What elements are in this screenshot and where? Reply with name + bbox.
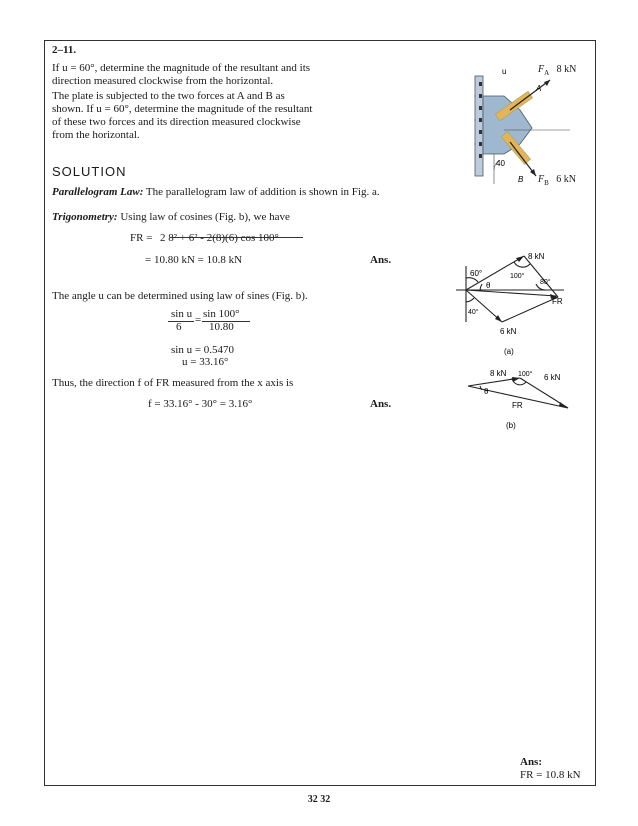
- fig-a-fr-label: FR: [552, 297, 563, 306]
- thus-text: Thus, the direction f of FR measured from the x axis is: [52, 377, 294, 389]
- description-line-4: from the horizontal.: [52, 129, 140, 141]
- fig-a-8kn-label: 8 kN: [528, 252, 545, 261]
- sin-numerator-left: sin u: [171, 308, 193, 320]
- solution-heading: SOLUTION: [52, 164, 127, 179]
- sin-denominator-left: 6: [176, 321, 182, 333]
- description-line-2: shown. If u = 60°, determine the magnitude of the resultant: [52, 103, 313, 115]
- angle-40-label: 40: [496, 159, 505, 168]
- b-label: B: [518, 175, 524, 184]
- fr-equation-rhs: 2 8² + 6² - 2(8)(6) cos 100°: [160, 232, 279, 244]
- fr-equation-lhs: FR =: [130, 232, 153, 244]
- sin-denominator-right: 10.80: [209, 321, 234, 333]
- problem-number: 2–11.: [52, 44, 77, 56]
- plate-figure: [470, 58, 595, 188]
- fig-b-fr-label: FR: [512, 401, 523, 410]
- fig-a-theta-label: θ: [486, 281, 491, 290]
- fig-a-60-label: 60°: [470, 269, 483, 278]
- fb-label: $F_B$ 6 kN: [538, 174, 577, 187]
- trigonometry-line: Trigonometry: Using law of cosines (Fig. b), we have: [52, 211, 290, 223]
- fig-b-6kn-label: 6 kN: [544, 373, 561, 382]
- fig-b-theta-label: θ: [484, 387, 489, 396]
- u-value: u = 33.16°: [182, 356, 229, 368]
- sin-equals: =: [195, 314, 202, 326]
- answer-label-2: Ans.: [370, 398, 392, 410]
- final-answer-label: Ans:: [520, 756, 543, 768]
- fig-a-6kn-label: 6 kN: [500, 327, 517, 336]
- sin-u-value: sin u = 0.5470: [171, 344, 235, 356]
- description-line-3: of these two forces and its direction measured clockwise: [52, 116, 301, 128]
- fig-b-caption: (b): [506, 421, 516, 430]
- phi-equation: f = 33.16° - 30° = 3.16°: [148, 398, 253, 410]
- figure-a: [452, 250, 582, 365]
- u-label: u: [502, 67, 507, 76]
- problem-line-2: direction measured clockwise from the horizontal.: [52, 75, 274, 87]
- a-label: A: [536, 84, 542, 93]
- parallelogram-law-line: Parallelogram Law: The parallelogram law of addition is shown in Fig. a.: [52, 186, 380, 198]
- radical-overline: [170, 237, 303, 238]
- angle-text: The angle u can be determined using law of sines (Fig. b).: [52, 290, 308, 302]
- fig-a-80-label: 80°: [540, 279, 551, 286]
- fr-equation-result: = 10.80 kN = 10.8 kN: [145, 254, 243, 266]
- fig-a-caption: (a): [504, 347, 514, 356]
- fig-b-8kn-label: 8 kN: [490, 369, 507, 378]
- fig-b-100-label: 100°: [518, 371, 533, 378]
- final-answer-value: FR = 10.8 kN: [520, 769, 581, 781]
- fig-a-100-label: 100°: [510, 273, 525, 280]
- problem-line-1: If u = 60°, determine the magnitude of the resultant and its: [52, 62, 311, 74]
- sin-numerator-right: sin 100°: [203, 308, 240, 320]
- answer-label-1: Ans.: [370, 254, 392, 266]
- page-number: 32 32: [307, 794, 331, 805]
- fig-a-40-label: 40°: [468, 309, 479, 316]
- fa-label: $F_A$ 8 kN: [538, 64, 577, 77]
- figure-b: [460, 364, 590, 434]
- description-line-1: The plate is subjected to the two forces at A and B as: [52, 90, 285, 102]
